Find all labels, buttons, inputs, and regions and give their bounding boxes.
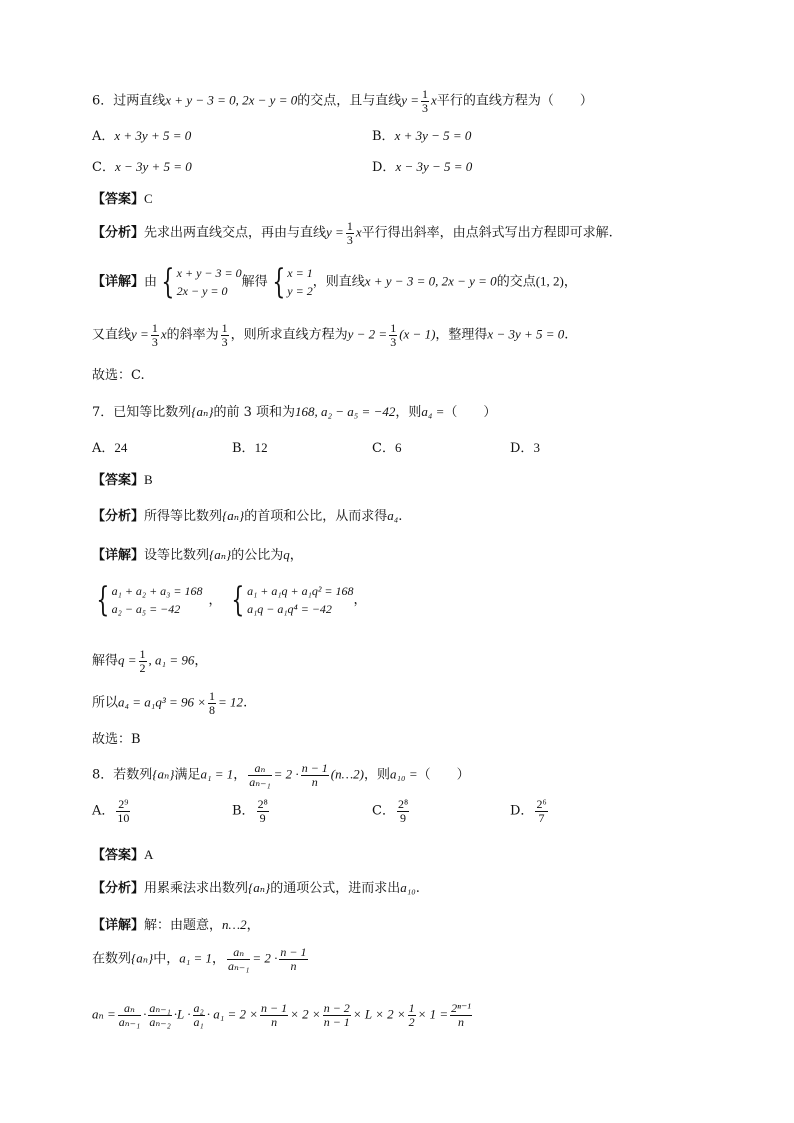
q6-answer: 【答案】C — [92, 191, 153, 207]
q8-detail: 【详解】解：由题意，n…2， — [92, 917, 260, 933]
q6-stem-text2: 的交点，且与直线 — [297, 93, 402, 109]
q6-option-a: A．x + 3y + 5 = 0 — [92, 128, 192, 144]
q6-detail: 【详解】由 { x + y − 3 = 0 2x − y = 0 解得 { x = 1 y = 2 ，则直线x + y − 3 = 0, 2x − y = 0的交点(1, 2)， — [92, 262, 577, 302]
q7-analysis: 【分析】所得等比数列{aₙ}的首项和公比，从而求得a₄. — [92, 508, 403, 524]
q8-answer: 【答案】A — [92, 847, 154, 863]
q7-option-c: C．6 — [372, 440, 402, 456]
q6-analysis: 【分析】先求出两直线交点，再由与直线y = $\frac{1}{3}$ x平行得出斜率，由点斜式写出方程即可求解. — [92, 219, 613, 247]
q6-line-x: x — [431, 92, 437, 108]
q8-product: aₙ = $\frac{\text{aₙ}}{\text{aₙ₋₁}}$ · $\frac{\text{aₙ₋₁}}{\text{aₙ₋₂}}$ ·L · $\frac{\text{a₂}}{\text{a₁}}$ · a₁ = 2 × $\frac{n - 1}{n}$ × 2 × $\frac{n - 2}{n - 1}$ × L × 2 × $\frac{1}{2}$ × 1 = $\frac{\text{2ⁿ⁻¹}}{n}$ — [92, 1001, 471, 1029]
q7-option-a: A．24 — [92, 440, 128, 456]
q7-option-d: D．3 — [510, 440, 540, 456]
q6-solution: { x = 1 y = 2 — [271, 262, 313, 302]
q6-detail-line2: 又直线y = $\frac{1}{3}$ x的斜率为 $\frac{1}{3}$ ，则所求直线方程为y − 2 = $\frac{1}{3}$ (x − 1)，整理得x − 3y + 5 = 0. — [92, 321, 569, 349]
q7-stem: 7．已知等比数列{aₙ}的前 3 项和为168, a₂ − a₅ = −42，则a₄ =（ ） — [92, 404, 497, 420]
q6-option-d: D．x − 3y − 5 = 0 — [372, 159, 473, 175]
q8-option-b: B． $\frac{\text{2⁸}}{9}$ — [232, 797, 268, 825]
q8-option-a: A． $\frac{\text{2⁹}}{10}$ — [92, 797, 130, 825]
q6-option-b: B．x + 3y − 5 = 0 — [372, 128, 472, 144]
q7-answer: 【答案】B — [92, 472, 153, 488]
q7-option-b: B．12 — [232, 440, 268, 456]
q6-system: { x + y − 3 = 0 2x − y = 0 — [161, 262, 242, 302]
q6-stem-text3: 平行的直线方程为（ ） — [436, 93, 593, 109]
q8-stem: 8．若数列{aₙ}满足a₁ = 1， $\frac{\text{aₙ}}{\text{aₙ₋₁}}$ = 2 · $\frac{n - 1}{n}$ (n…2)，则a₁₀ =（ ） — [92, 761, 470, 789]
q7-detail: 【详解】设等比数列{aₙ}的公比为q， — [92, 547, 303, 563]
q6-stem-text: 6．过两直线 — [92, 93, 166, 109]
q6-stem — [92, 88, 593, 114]
q8-option-c: C． $\frac{\text{2⁸}}{9}$ — [372, 797, 409, 825]
q8-in: 在数列{aₙ}中，a₁ = 1， $\frac{\text{aₙ}}{\text{aₙ₋₁}}$ = 2 · $\frac{n - 1}{n}$ — [92, 945, 307, 973]
q6-choose: 故选：C. — [92, 368, 145, 383]
q6-line-lhs: y = — [401, 92, 420, 108]
q7-so: 所以a₄ = a₁q³ = 96 × $\frac{1}{8}$ = 12. — [92, 689, 248, 717]
q8-analysis: 【分析】用累乘法求出数列{aₙ}的通项公式，进而求出a₁₀. — [92, 880, 420, 896]
q7-systems: { a₁ + a₂ + a₃ = 168 a₂ − a₅ = −42 ， { a₁ + a₁q + a₁q² = 168 a₁q − a₁q⁴ = −42 ， — [96, 580, 367, 620]
q7-choose: 故选：B — [92, 732, 141, 747]
q8-option-d: D． $\frac{\text{2⁶}}{7}$ — [510, 797, 547, 825]
q6-option-c: C．x − 3y + 5 = 0 — [92, 159, 192, 175]
q6-equations: x + y − 3 = 0, 2x − y = 0 — [165, 92, 298, 108]
q6-fraction: $\frac{1}{3}$ — [422, 87, 429, 115]
q7-solve: 解得q = $\frac{1}{2}$ , a₁ = 96， — [92, 647, 208, 675]
